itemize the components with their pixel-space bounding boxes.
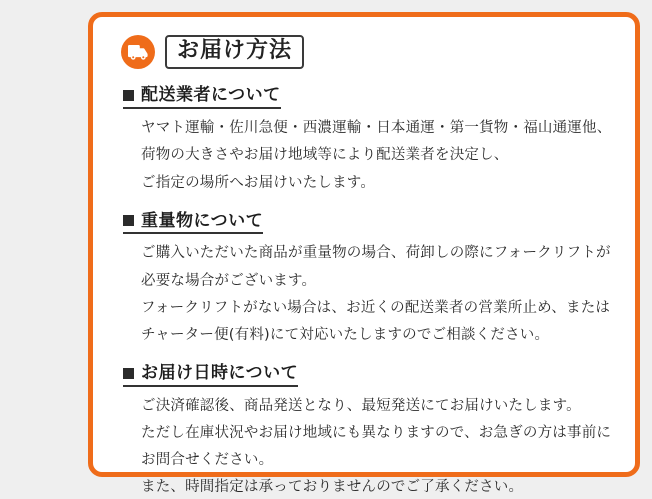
section-heavy-items — [115, 211, 613, 347]
body-line: また、時間指定は承っておりませんのでご了承ください。 — [141, 479, 524, 496]
shipping-info-panel — [88, 12, 640, 496]
body-line: ご購入いただいた商品が重量物の場合、荷卸しの際にフォークリフトが — [141, 245, 611, 262]
section-heavy-items-title: 重量物について — [141, 211, 264, 232]
section-delivery-datetime-body — [123, 395, 613, 499]
body-line: 荷物の大きさやお届け地域等により配送業者を決定し、 — [141, 147, 509, 164]
page-title: お届け方法 — [177, 38, 293, 63]
section-carrier-title: 配送業者について — [141, 85, 281, 106]
square-bullet-icon — [123, 215, 134, 226]
section-delivery-datetime-heading — [123, 363, 298, 386]
section-delivery-datetime-title: お届け日時について — [141, 363, 299, 384]
body-line: チャーター便(有料)にて対応いたしますのでご相談ください。 — [141, 326, 550, 343]
section-carrier-heading — [123, 85, 281, 108]
body-line: フォークリフトがない場合は、お近くの配送業者の営業所止め、または — [141, 299, 611, 316]
body-line: 必要な場合がございます。 — [141, 272, 317, 289]
body-line: お問合せください。 — [141, 451, 274, 468]
body-line: ただし在庫状況やお届け地域にも異なりますので、お急ぎの方は事前に — [141, 424, 612, 441]
body-line: ヤマト運輸・佐川急便・西濃運輸・日本通運・第一貨物・福山通運他、 — [141, 119, 612, 136]
panel-title-box — [165, 35, 304, 69]
section-heavy-items-body — [123, 242, 613, 347]
square-bullet-icon — [123, 90, 134, 101]
delivery-truck-icon — [121, 35, 155, 69]
panel-inner — [93, 17, 635, 496]
body-line: ご決済確認後、商品発送となり、最短発送にてお届けいたします。 — [141, 397, 581, 414]
panel-header — [121, 35, 613, 69]
body-line: ご指定の場所へお届けいたします。 — [141, 174, 376, 191]
section-carrier-body — [123, 117, 613, 195]
section-carrier — [115, 85, 613, 195]
section-heavy-items-heading — [123, 211, 263, 234]
square-bullet-icon — [123, 368, 134, 379]
section-delivery-datetime — [115, 363, 613, 499]
